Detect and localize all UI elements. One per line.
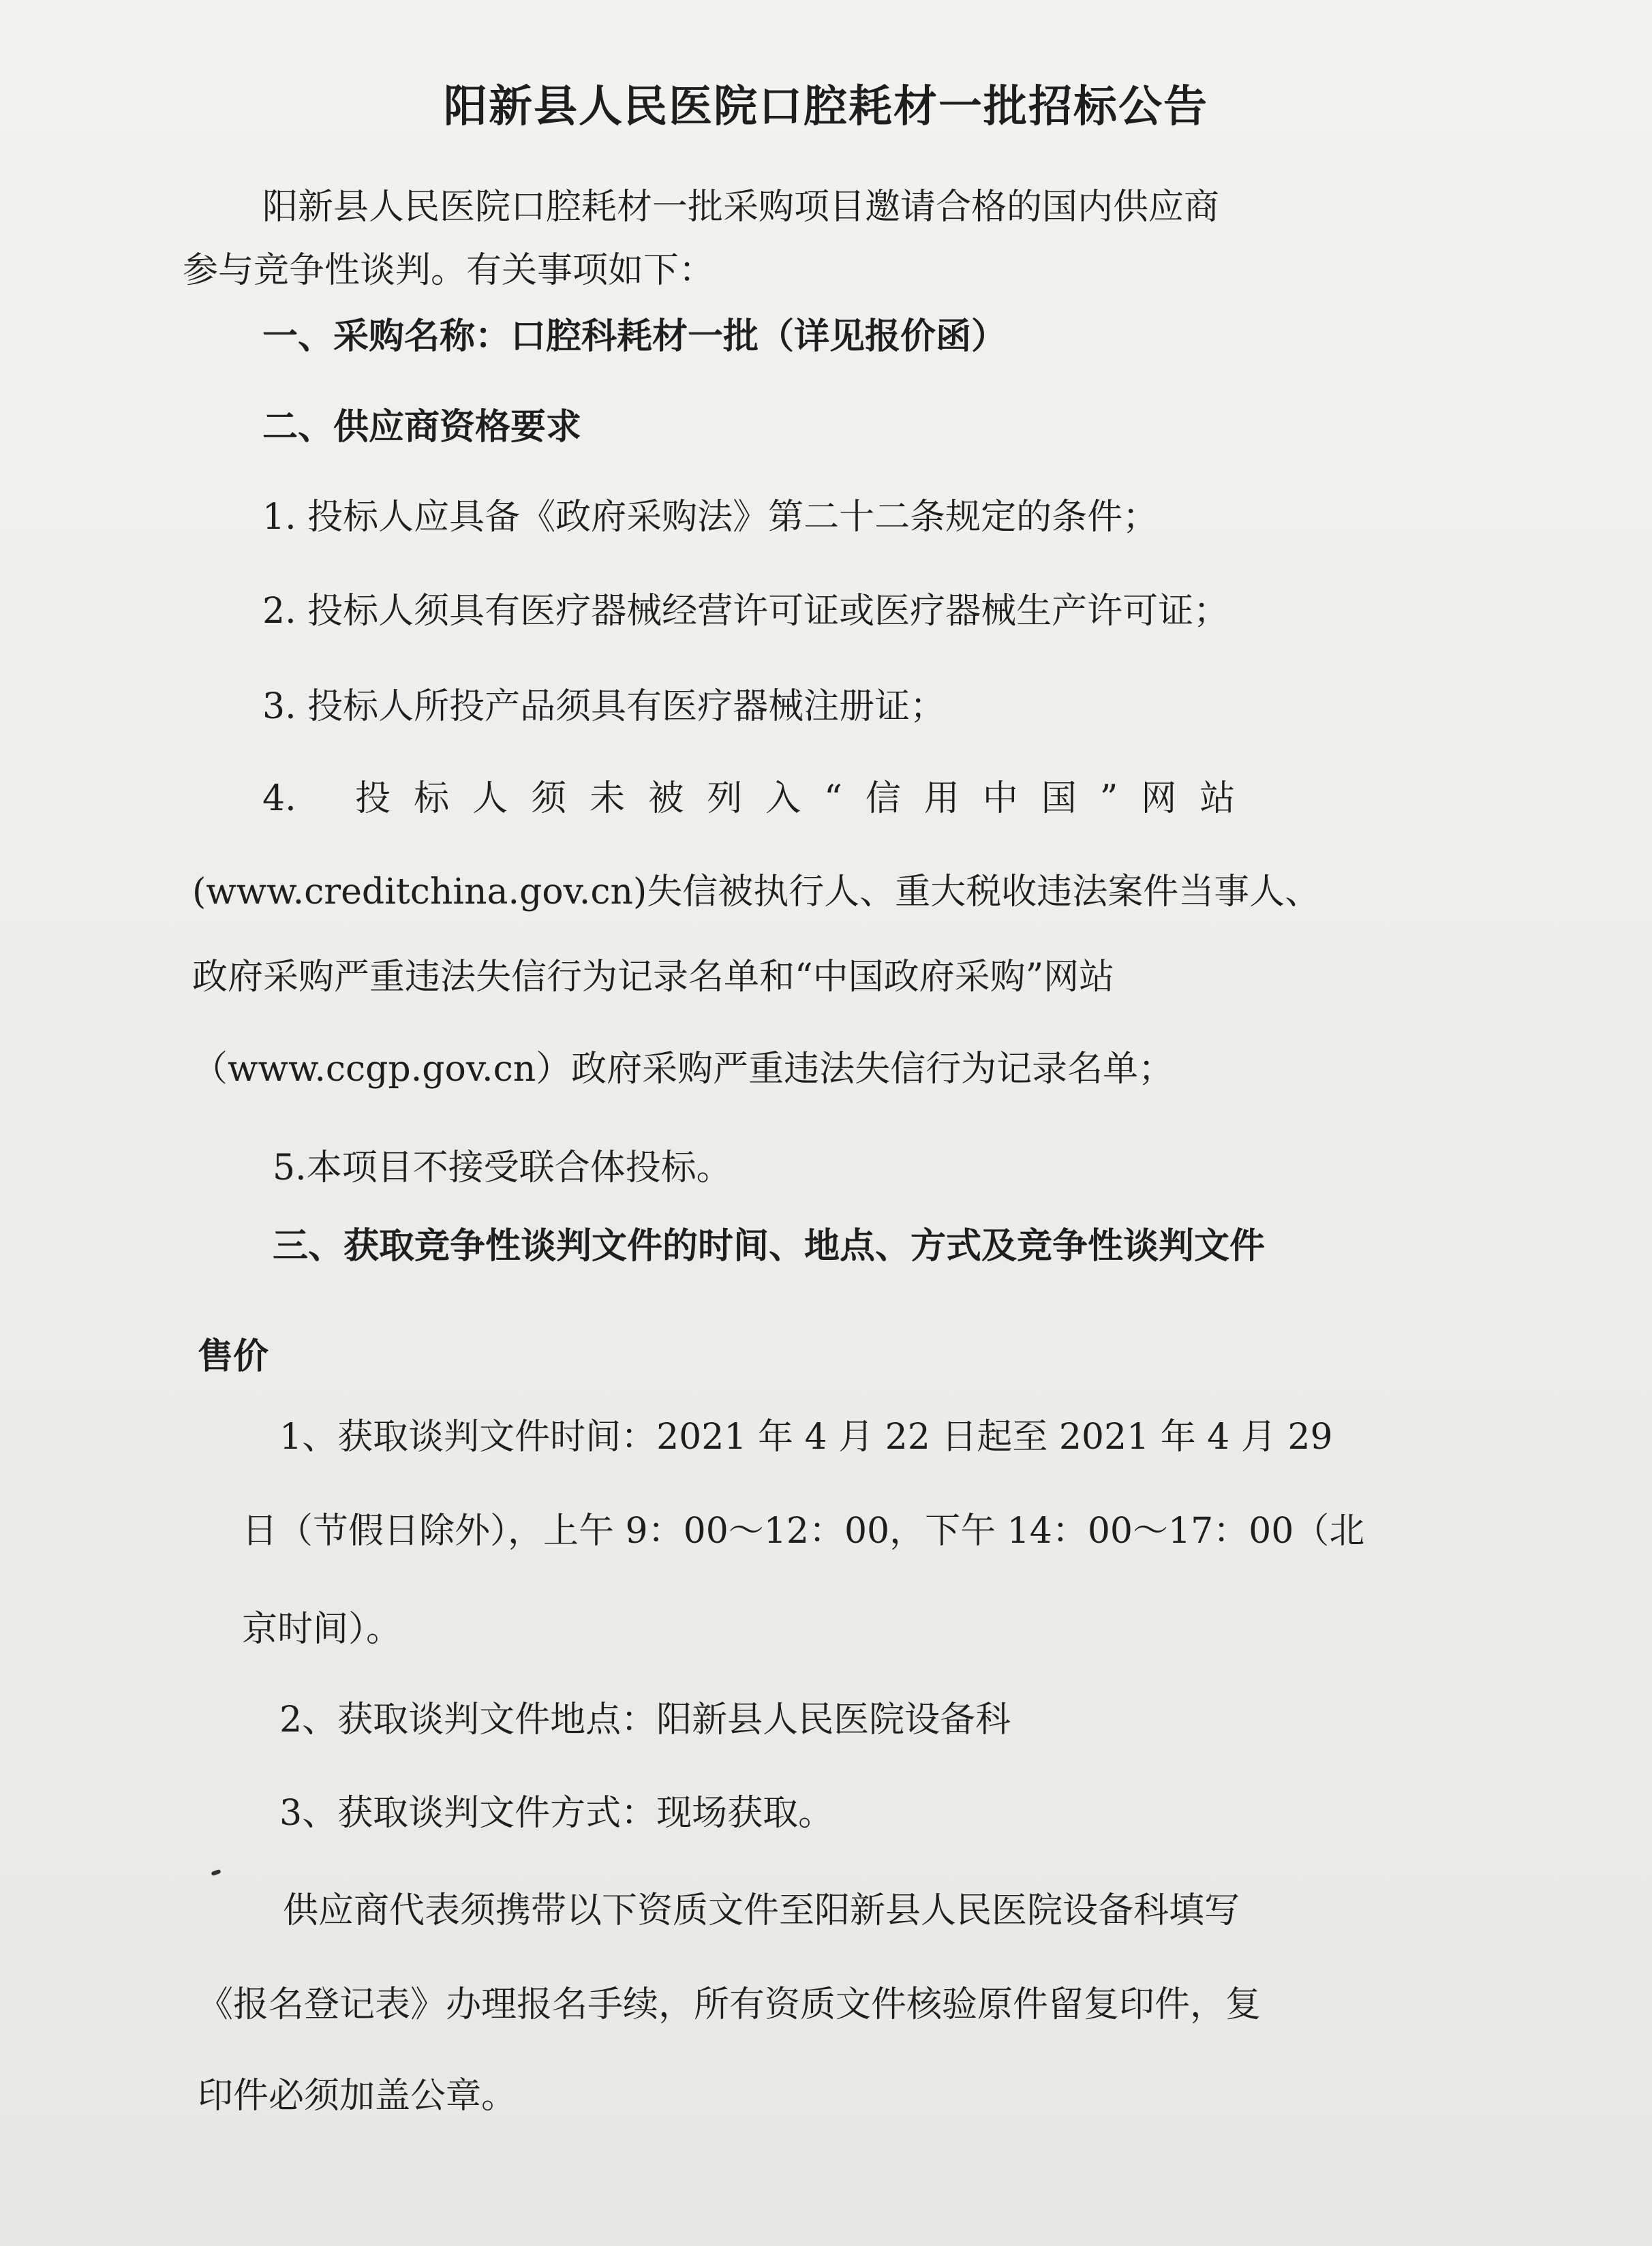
requirement-4-line-4: （www.ccgp.gov.cn）政府采购严重违法失信行为记录名单； (192, 1049, 1174, 1090)
closing-line-1: 供应商代表须携带以下资质文件至阳新县人民医院设备科填写 (283, 1890, 1240, 1931)
requirement-3: 3. 投标人所投产品须具有医疗器械注册证； (262, 686, 946, 727)
requirement-4-text: 投标人须未被列入“信用中国”网站 (355, 778, 1259, 819)
document-title: 阳新县人民医院口腔耗材一批招标公告 (444, 82, 1208, 132)
acquisition-time-line-2: 日（节假日除外），上午 9：00～12：00，下午 14：00～17：00（北 (242, 1511, 1365, 1552)
closing-line-3: 印件必须加盖公章。 (198, 2076, 517, 2117)
requirement-4-line-1 (262, 779, 1258, 820)
requirement-4-line-3: 政府采购严重违法失信行为记录名单和“中国政府采购”网站 (192, 957, 1115, 998)
acquisition-location: 2、获取谈判文件地点：阳新县人民医院设备科 (279, 1699, 1011, 1740)
intro-line-1: 阳新县人民医院口腔耗材一批采购项目邀请合格的国内供应商 (262, 187, 1220, 228)
acquisition-method: 3、获取谈判文件方式：现场获取。 (279, 1793, 834, 1834)
acquisition-time-line-3: 京时间）。 (242, 1609, 402, 1650)
requirement-2: 2. 投标人须具有医疗器械经营许可证或医疗器械生产许可证； (262, 591, 1229, 632)
requirement-1: 1. 投标人应具备《政府采购法》第二十二条规定的条件； (262, 497, 1159, 538)
section-2-heading: 二、供应商资格要求 (262, 407, 582, 448)
closing-line-2: 《报名登记表》办理报名手续，所有资质文件核验原件留复印件，复 (198, 1984, 1261, 2025)
requirement-4-number: 4. (262, 778, 296, 819)
section-3-heading-line-2: 售价 (198, 1336, 269, 1377)
intro-line-2: 参与竞争性谈判。有关事项如下： (183, 250, 715, 291)
requirement-5: 5.本项目不接受联合体投标。 (273, 1148, 732, 1188)
section-3-heading-line-1: 三、获取竞争性谈判文件的时间、地点、方式及竞争性谈判文件 (273, 1226, 1266, 1267)
ink-mark (211, 1869, 221, 1876)
acquisition-time-line-1: 1、获取谈判文件时间：2021 年 4 月 22 日起至 2021 年 4 月 29 (279, 1417, 1333, 1458)
procurement-name: 一、采购名称：口腔科耗材一批（详见报价函） (262, 316, 1007, 357)
requirement-4-line-2: (www.creditchina.gov.cn)失信被执行人、重大税收违法案件当事人、 (192, 872, 1321, 912)
